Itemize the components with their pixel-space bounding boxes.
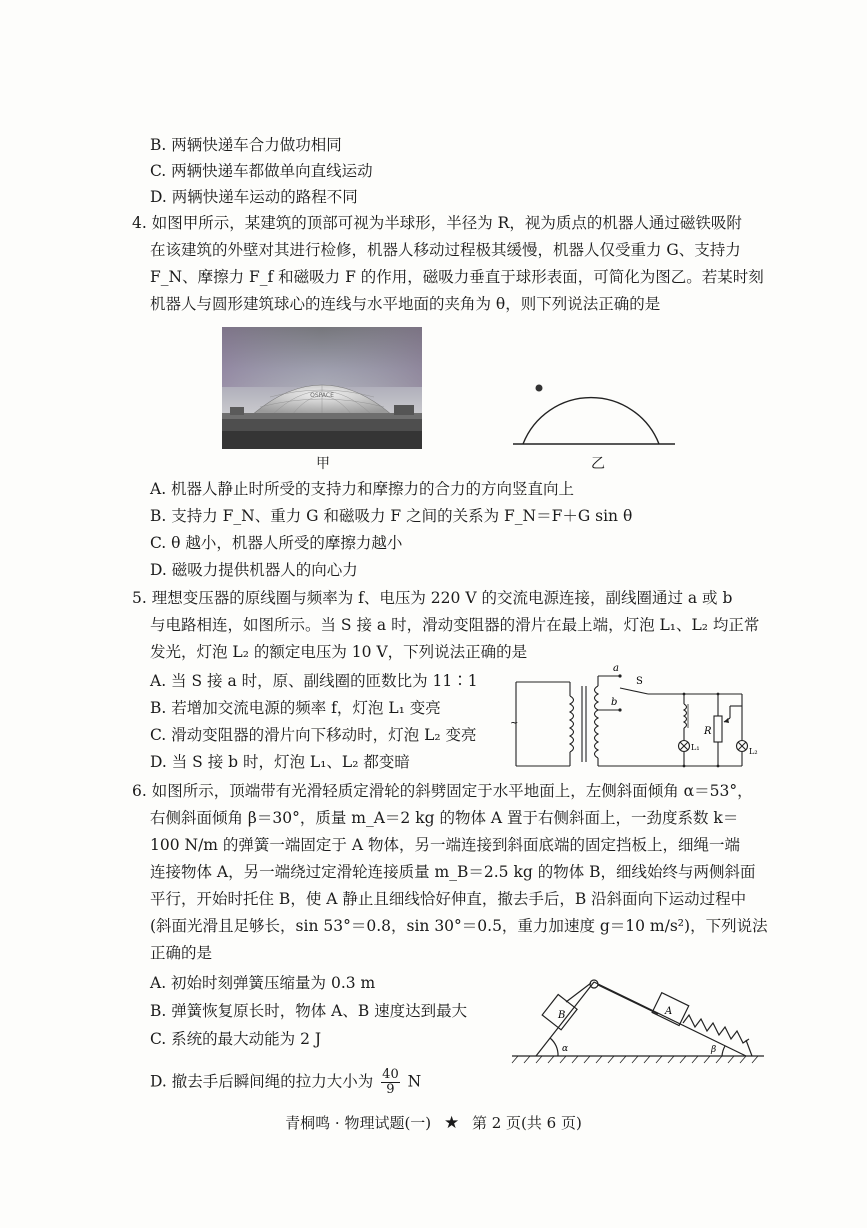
block-a-label: A xyxy=(665,1006,673,1017)
q6-option-d-text: D. 撤去手后瞬间绳的拉力大小为 xyxy=(150,1072,374,1091)
q3-option-c: C. 两辆快递车都做单向直线运动 xyxy=(150,162,373,180)
fraction-unit: N xyxy=(407,1072,422,1091)
q5-option-d: D. 当 S 接 b 时，灯泡 L₁、L₂ 都变暗 xyxy=(150,753,410,771)
q6-option-a: A. 初始时刻弹簧压缩量为 0.3 m xyxy=(150,974,376,992)
dome-photo-text: OSPACE xyxy=(310,392,334,399)
lamp-l1-label: L₁ xyxy=(691,743,700,752)
q4-stem-line-2: 在该建筑的外壁对其进行检修，机器人移动过程极其缓慢，机器人仅受重力 G、支持力 xyxy=(150,241,741,259)
angle-beta-label: β xyxy=(711,1045,717,1055)
q6-option-d xyxy=(150,1068,421,1097)
fraction-denominator: 9 xyxy=(386,1082,395,1097)
q5-option-b: B. 若增加交流电源的频率 f，灯泡 L₁ 变亮 xyxy=(150,699,441,717)
q4-stem-line-1: 4. 如图甲所示，某建筑的顶部可视为半球形，半径为 R，视为质点的机器人通过磁铁吸附 xyxy=(132,214,742,232)
lamp-l2-label: L₂ xyxy=(749,747,758,756)
hemisphere-diagram xyxy=(505,365,685,450)
terminal-b-label: b xyxy=(611,697,618,708)
q6-stem-line-3: 100 N/m 的弹簧一端固定于 A 物体，另一端连接到斜面底端的固定挡板上，细绳一端 xyxy=(150,836,740,854)
page-footer xyxy=(0,1112,867,1133)
caption-a: 甲 xyxy=(316,456,330,472)
q5-stem-line-3: 发光，灯泡 L₂ 的额定电压为 10 V，下列说法正确的是 xyxy=(150,643,528,661)
q4-option-b: B. 支持力 F_N、重力 G 和磁吸力 F 之间的关系为 F_N＝F＋G sin θ xyxy=(150,507,633,525)
footer-page-number: 第 2 页(共 6 页) xyxy=(471,1114,582,1132)
footer-exam-title: 青桐鸣 · 物理试题(一) xyxy=(285,1114,432,1132)
transformer-circuit xyxy=(508,662,773,774)
ac-source-symbol: ~ xyxy=(510,718,519,729)
switch-label: S xyxy=(636,676,643,687)
q5-stem-line-1: 5. 理想变压器的原线圈与频率为 f、电压为 220 V 的交流电源连接，副线圈通过 a 或 b xyxy=(132,589,733,607)
q6-option-b: B. 弹簧恢复原长时，物体 A、B 速度达到最大 xyxy=(150,1002,468,1020)
q6-stem-line-4: 连接物体 A，另一端绕过定滑轮连接质量 m_B＝2.5 kg 的物体 B，细线始终与两侧斜面 xyxy=(150,863,756,881)
q4-option-a: A. 机器人静止时所受的支持力和摩擦力的合力的方向竖直向上 xyxy=(150,480,575,498)
q4-stem-line-3: F_N、摩擦力 F_f 和磁吸力 F 的作用，磁吸力垂直于球形表面，可简化为图乙。若某时刻 xyxy=(150,268,764,286)
robot-dot xyxy=(536,385,543,392)
dome-photo xyxy=(222,327,422,449)
q4-option-c: C. θ 越小，机器人所受的摩擦力越小 xyxy=(150,534,403,552)
incline-pulley-diagram xyxy=(508,968,768,1064)
q6-option-d-fraction xyxy=(381,1068,400,1097)
q4-stem-line-4: 机器人与圆形建筑球心的连线与水平地面的夹角为 θ，则下列说法正确的是 xyxy=(150,295,661,313)
q5-option-c: C. 滑动变阻器的滑片向下移动时，灯泡 L₂ 变亮 xyxy=(150,726,477,744)
q6-option-c: C. 系统的最大动能为 2 J xyxy=(150,1030,322,1048)
q5-stem-line-2: 与电路相连，如图所示。当 S 接 a 时，滑动变阻器的滑片在最上端，灯泡 L₁、L₂ 均正常 xyxy=(150,616,760,634)
q4-option-d: D. 磁吸力提供机器人的向心力 xyxy=(150,561,358,579)
q5-option-a: A. 当 S 接 a 时，原、副线圈的匝数比为 11∶1 xyxy=(150,672,478,690)
q6-stem-line-7: 正确的是 xyxy=(150,944,213,962)
terminal-a-label: a xyxy=(613,663,619,674)
rheostat-label: R xyxy=(704,726,712,737)
q6-stem-line-2: 右侧斜面倾角 β＝30°，质量 m_A＝2 kg 的物体 A 置于右侧斜面上，一劲度系数 k＝ xyxy=(150,809,739,827)
angle-alpha-label: α xyxy=(562,1044,569,1054)
q3-option-b: B. 两辆快递车合力做功相同 xyxy=(150,136,342,154)
q6-stem-line-5: 平行，开始时托住 B，使 A 静止且细线恰好伸直，撤去手后，B 沿斜面向下运动过程中 xyxy=(150,890,747,908)
fraction-numerator: 40 xyxy=(382,1067,399,1082)
block-b-label: B xyxy=(558,1010,566,1021)
q6-stem-line-1: 6. 如图所示，顶端带有光滑轻质定滑轮的斜劈固定于水平地面上，左侧斜面倾角 α＝53°， xyxy=(132,782,753,800)
caption-b: 乙 xyxy=(591,456,605,472)
q3-option-d: D. 两辆快递车运动的路程不同 xyxy=(150,188,358,206)
star-icon: ★ xyxy=(443,1113,460,1133)
q6-stem-line-6: (斜面光滑且足够长，sin 53°＝0.8，sin 30°＝0.5，重力加速度 g＝10 m/s²)，下列说法 xyxy=(150,917,768,935)
